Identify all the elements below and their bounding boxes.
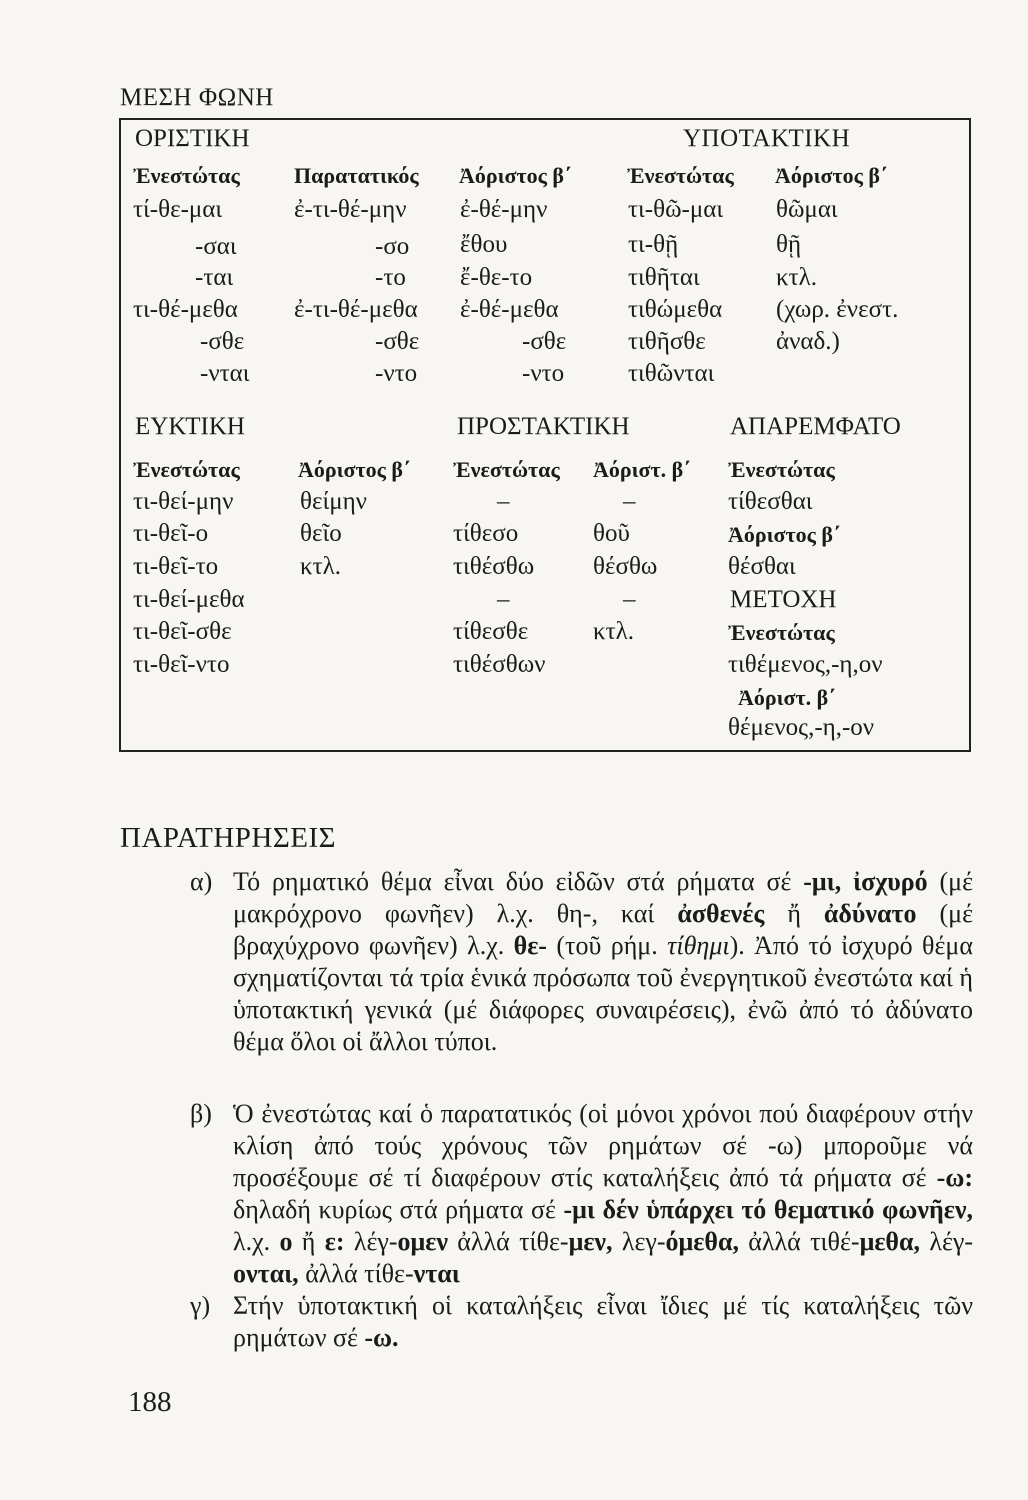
header-imp-present: Ἐνεστώτας <box>453 457 560 482</box>
table-cell: τιθώμεθα <box>628 296 723 323</box>
table-cell: τι-θεῖ-το <box>133 553 219 580</box>
table-cell: τι-θεῖ-σθε <box>133 618 232 645</box>
table-cell: -σθε <box>375 328 420 355</box>
table-cell: θῶμαι <box>776 196 838 223</box>
table-cell: ἐ-θέ-μην <box>460 196 548 223</box>
header-subj-aorist: Ἀόριστος β΄ <box>775 163 888 188</box>
header-aorist: Ἀόριστος β΄ <box>459 163 572 188</box>
mood-subjunctive: ΥΠΟΤΑΚΤΙΚΗ <box>683 125 851 152</box>
text: λέγ- <box>920 1227 974 1256</box>
table-cell: θεῖο <box>300 520 342 547</box>
table-cell: -σθε <box>200 328 245 355</box>
participle-present: τιθέμενος,-η,ον <box>728 651 883 678</box>
text: λέγ- <box>344 1227 398 1256</box>
text: (τοῦ ρήμ. <box>546 931 668 960</box>
table-cell: τιθέσθω <box>453 553 535 580</box>
table-cell: τίθεσθε <box>453 618 529 645</box>
table-cell: τι-θῇ <box>628 231 679 258</box>
participle-aorist-label: Ἀόριστ. β΄ <box>738 685 836 710</box>
table-cell: ἐ-τι-θέ-μεθα <box>294 296 418 323</box>
header-aorist: Ἀόριστος β΄ <box>298 457 411 482</box>
table-cell: ἐ-τι-θέ-μην <box>294 196 407 223</box>
table-cell: θῇ <box>776 231 802 258</box>
table-cell: -το <box>375 264 406 291</box>
bold: ονται, <box>233 1259 299 1288</box>
table-cell: (χωρ. ἐνεστ. <box>776 296 899 323</box>
notes-title: ΠΑΡΑΤΗΡΗΣΕΙΣ <box>120 822 336 854</box>
bold: μεν, <box>568 1227 613 1256</box>
note-a-label: α) <box>190 867 213 896</box>
text: Ὁ ἐνεστώτας καί ὁ παρατατικός (οἱ μόνοι χρόνοι πού διαφέρουν στήν κλίση ἀπό τούς χρόνους τῶν ρημάτων σέ -ω) μποροῦμε νά προσέξουμε σέ τί διαφέρουν στίς καταλήξεις ἀπό τά ρήματα σέ <box>233 1099 973 1192</box>
table-cell: θείμην <box>300 488 367 515</box>
header-present: Ἐνεστώτας <box>133 457 240 482</box>
bold: νται <box>413 1259 460 1288</box>
table-cell: -ντο <box>375 360 418 387</box>
infinitive-aorist-label: Ἀόριστος β΄ <box>728 522 841 547</box>
mood-optative: ΕΥΚΤΙΚΗ <box>135 413 245 440</box>
table-cell: τίθεσο <box>453 520 519 547</box>
header-present: Ἐνεστώτας <box>133 163 240 188</box>
bold: μεθα, <box>859 1227 921 1256</box>
text: λεγ- <box>612 1227 666 1256</box>
table-cell: κτλ. <box>593 618 635 645</box>
table-cell: – <box>497 488 510 515</box>
participle-title: ΜΕΤΟΧΗ <box>730 586 837 613</box>
note-b <box>233 1098 973 1290</box>
table-cell: τι-θεί-μην <box>133 488 234 515</box>
participle-aorist: θέμενος,-η,-ον <box>728 714 875 741</box>
page-title: ΜΕΣΗ ΦΩΝΗ <box>120 84 274 111</box>
table-cell: τι-θῶ-μαι <box>628 196 724 223</box>
infinitive-aorist: θέσθαι <box>728 553 796 580</box>
header-subj-present: Ἐνεστώτας <box>627 163 734 188</box>
header-inf-present: Ἐνεστώτας <box>728 457 835 482</box>
table-cell: -νται <box>200 360 250 387</box>
table-cell: τι-θεῖ-ο <box>133 520 209 547</box>
text: Στήν ὑποτακτική οἱ καταλήξεις εἶναι ἴδιες μέ τίς καταλήξεις τῶν ρημάτων σέ <box>233 1291 973 1352</box>
table-cell: -σο <box>375 233 410 260</box>
note-a <box>233 866 973 1058</box>
bold: όμεθα, <box>665 1227 739 1256</box>
table-cell: ἔ-θε-το <box>460 264 533 291</box>
header-imperfect: Παρατατικός <box>294 163 419 188</box>
table-cell: – <box>497 586 510 613</box>
mood-infinitive: ΑΠΑΡΕΜΦΑΤΟ <box>730 413 901 440</box>
table-cell: τιθῶνται <box>628 360 715 387</box>
infinitive-present: τίθεσθαι <box>728 488 813 515</box>
text: ἤ <box>764 899 824 928</box>
table-cell: ἐ-θέ-μεθα <box>460 296 559 323</box>
note-b-label: β) <box>190 1099 212 1128</box>
text: (μέ βραχύχρονο φωνῆεν) λ.χ. <box>233 899 973 960</box>
header-imp-aorist: Ἀόριστ. β΄ <box>593 457 691 482</box>
table-cell: τι-θεί-μεθα <box>133 586 245 613</box>
text: ἀλλά τίθε- <box>298 1259 414 1288</box>
text: (μέ μακρόχρονο φωνῆεν) λ.χ. θη-, καί <box>233 867 973 928</box>
table-cell: ἔθου <box>460 231 508 258</box>
bold: ἀδύνατο <box>823 899 917 928</box>
table-cell: τί-θε-μαι <box>133 196 223 223</box>
table-cell: κτλ. <box>300 553 342 580</box>
text: λ.χ. <box>233 1227 280 1256</box>
table-cell: – <box>623 586 636 613</box>
table-cell: ἀναδ.) <box>776 328 840 355</box>
bold: ε: <box>324 1227 345 1256</box>
table-cell: τι-θεῖ-ντο <box>133 651 230 678</box>
table-cell: τιθῆσθε <box>628 328 706 355</box>
page-number: 188 <box>128 1386 172 1418</box>
text: ἀλλά τιθέ- <box>738 1227 860 1256</box>
note-c <box>233 1290 973 1354</box>
bold: θε- <box>513 931 547 960</box>
text: Τό ρηματικό θέμα εἶναι δύο εἰδῶν στά ρήματα σέ <box>233 867 804 896</box>
table-cell: κτλ. <box>776 264 818 291</box>
table-cell: -ται <box>195 264 234 291</box>
text: ἀλλά τίθε- <box>447 1227 569 1256</box>
table-cell: τιθῆται <box>628 264 700 291</box>
bold: -μι δέν ὑπάρχει τό θεματικό φωνῆεν, <box>563 1195 973 1224</box>
table-cell: -σαι <box>195 233 237 260</box>
table-cell: τιθέσθων <box>453 651 546 678</box>
participle-present-label: Ἐνεστώτας <box>728 620 835 645</box>
note-c-label: γ) <box>190 1291 211 1320</box>
text: ἤ <box>292 1227 325 1256</box>
text: ). Ἀπό τό ἰσχυρό θέμα σχηματίζονται τά τρία ἑνικά πρόσωπα τοῦ ἐνεργητικοῦ ἐνεστώτα καί ἡ ὑποτακτική γενικά (μέ διάφορες συναιρέσεις), ἐνῶ ἀπό τό ἀδύνατο θέμα ὅλοι οἱ ἄλλοι τύποι. <box>233 931 973 1056</box>
mood-indicative: ΟΡΙΣΤΙΚΗ <box>135 125 250 152</box>
italic: τίθημι <box>667 931 730 960</box>
table-cell: θοῦ <box>593 520 630 547</box>
text: δηλαδή κυρίως στά ρήματα σέ <box>233 1195 564 1224</box>
bold: ο <box>279 1227 293 1256</box>
mood-imperative: ΠΡΟΣΤΑΚΤΙΚΗ <box>457 413 630 440</box>
bold: -μι, ἰσχυρό <box>803 867 928 896</box>
bold: -ω. <box>364 1323 399 1352</box>
table-cell: -σθε <box>522 328 567 355</box>
bold: -ω: <box>936 1163 973 1192</box>
table-cell: θέσθω <box>593 553 658 580</box>
bold: ομεν <box>397 1227 448 1256</box>
table-cell: -ντο <box>522 360 565 387</box>
bold: ἀσθενές <box>677 899 765 928</box>
table-cell: τι-θέ-μεθα <box>133 296 238 323</box>
table-cell: – <box>623 488 636 515</box>
